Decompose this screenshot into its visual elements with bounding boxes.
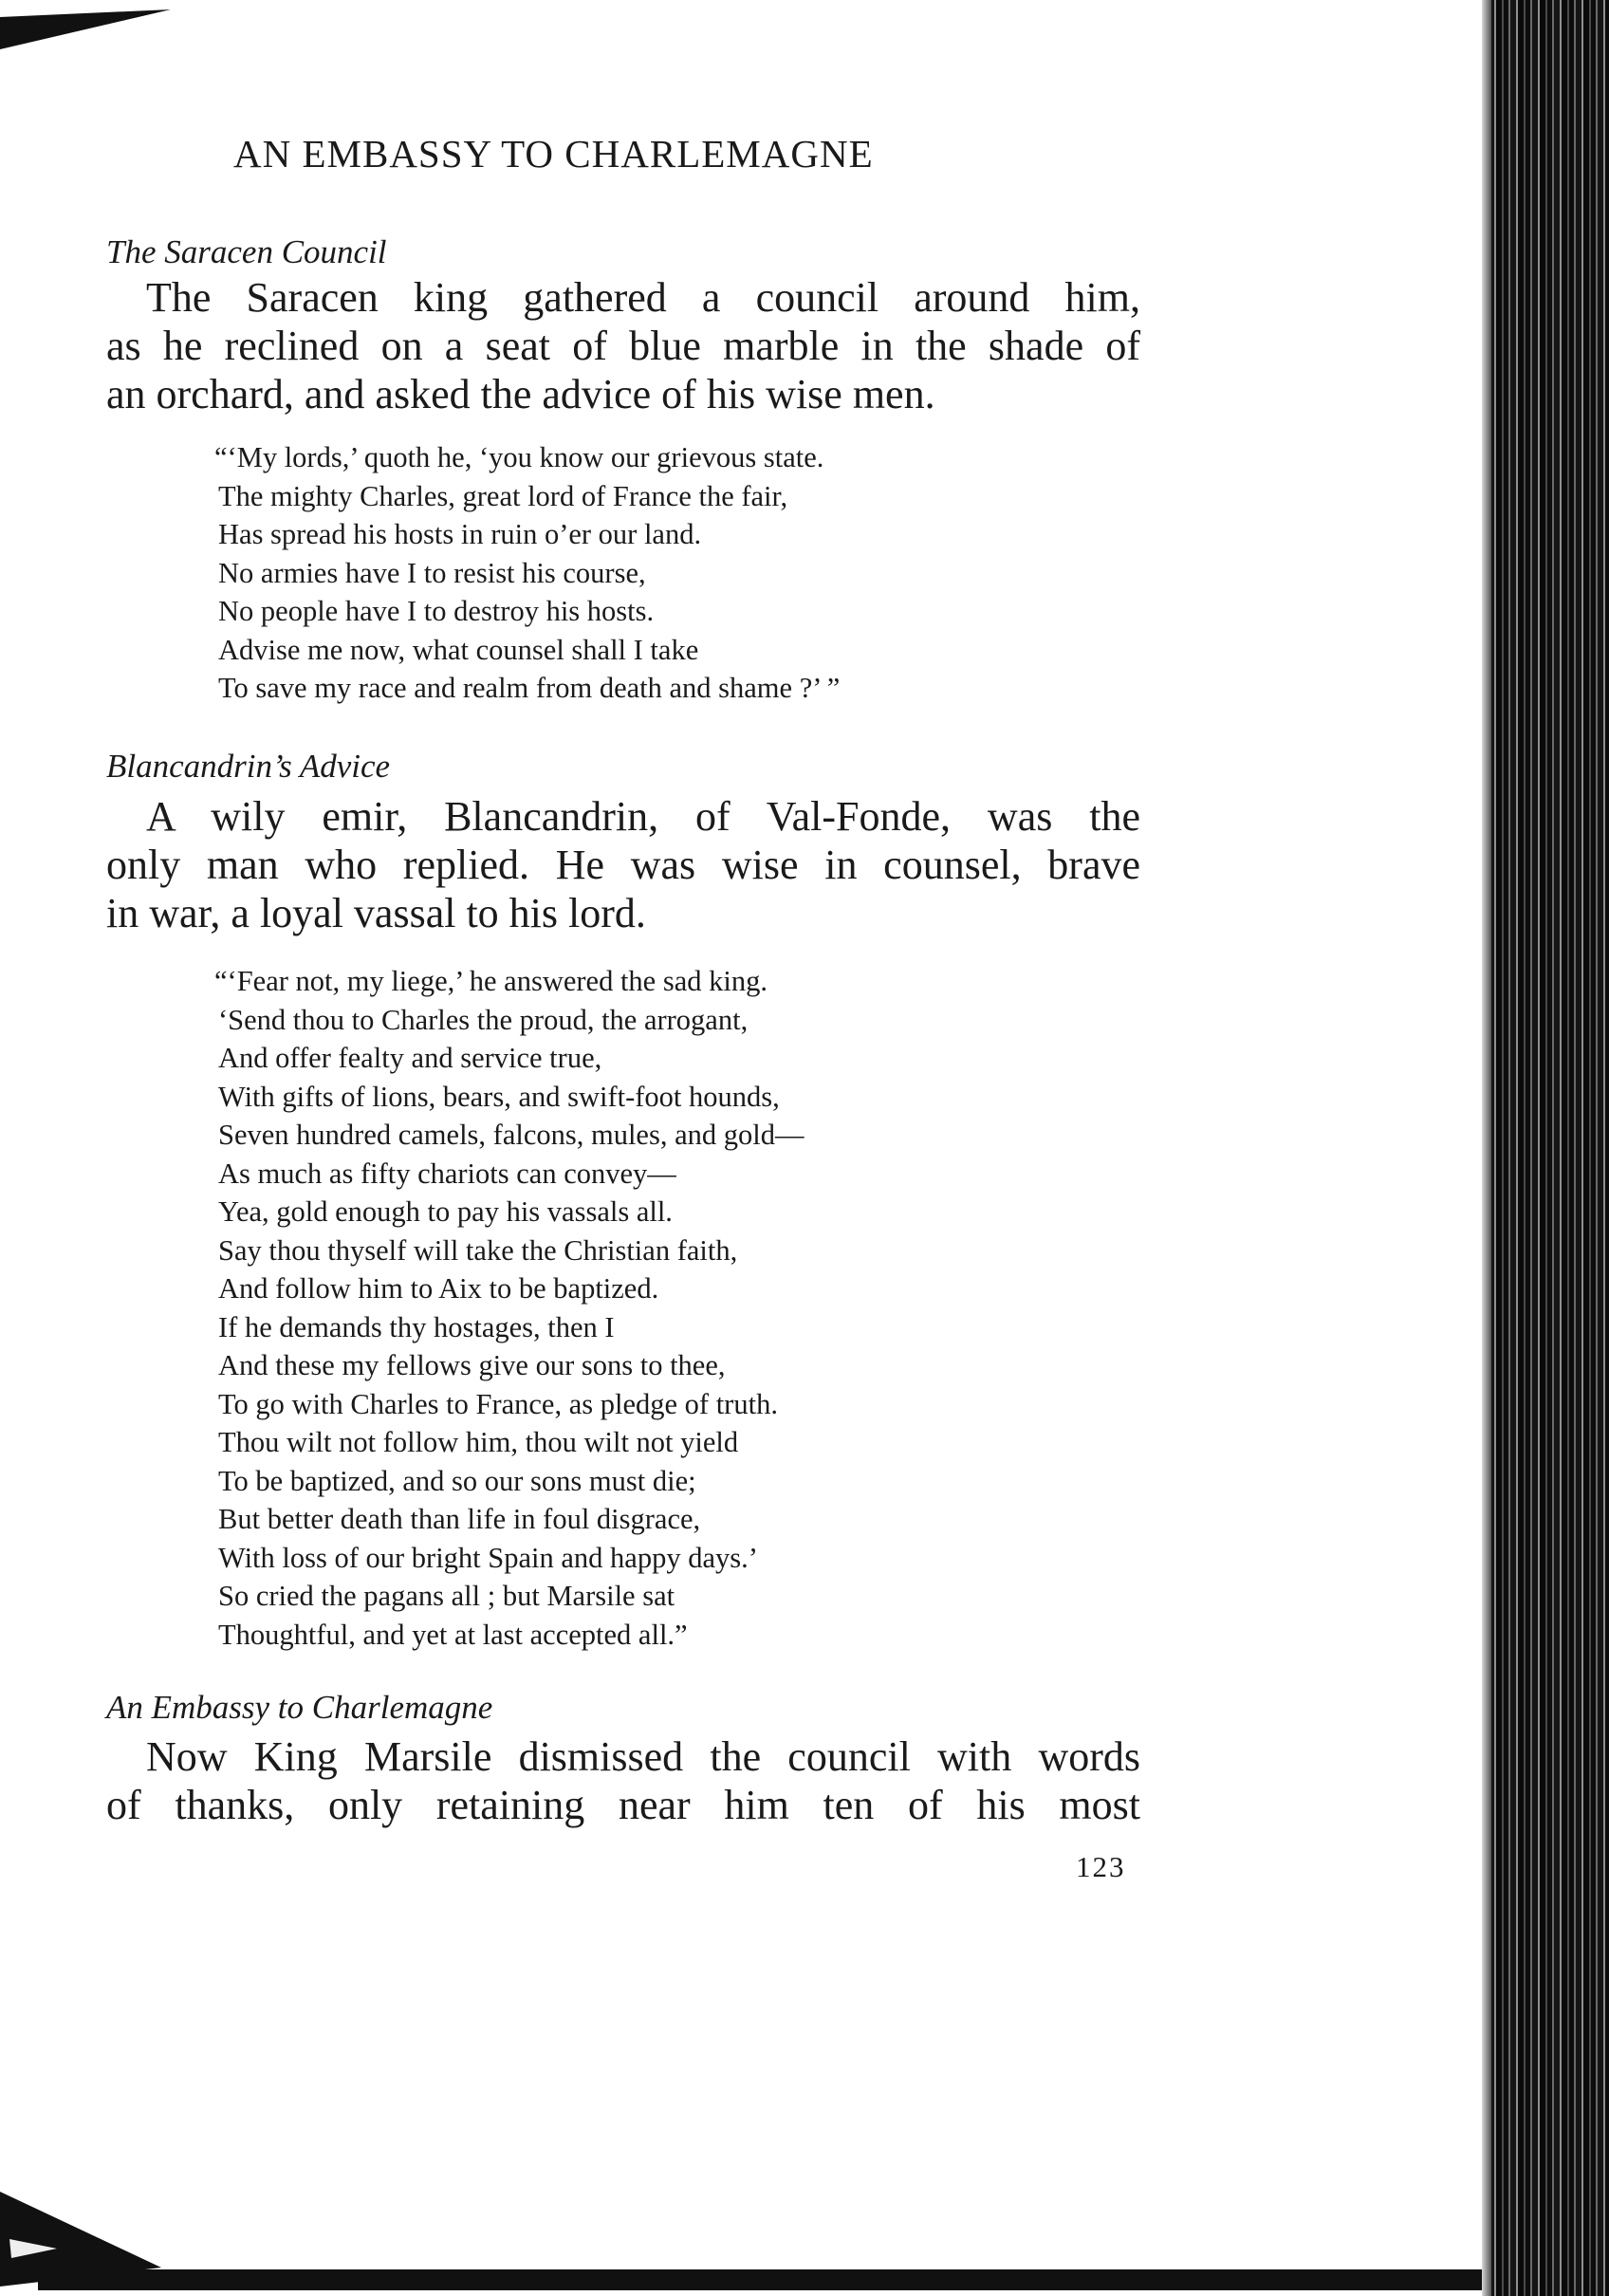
verse-line: And offer fealty and service true, xyxy=(218,1042,602,1074)
verse-line: Seven hundred camels, falcons, mules, and gold— xyxy=(218,1119,804,1151)
verse-line: No armies have I to resist his course, xyxy=(218,556,646,589)
verse-line: With gifts of lions, bears, and swift-foot hounds, xyxy=(218,1080,780,1113)
verse-line: “‘My lords,’ quoth he, ‘you know our grievous state. xyxy=(214,441,824,473)
verse-line: Say thou thyself will take the Christian faith, xyxy=(218,1233,738,1267)
verse-line: Has spread his hosts in ruin o’er our land. xyxy=(218,518,702,550)
prose-line: A wily emir, Blancandrin, of Val-Fonde, was the xyxy=(146,793,1140,840)
verse-line: To go with Charles to France, as pledge of truth. xyxy=(218,1387,778,1420)
verse-line: Advise me now, what counsel shall I take xyxy=(218,633,699,666)
prose-line: in war, a loyal vassal to his lord. xyxy=(106,890,646,936)
verse-line: The mighty Charles, great lord of France the fair, xyxy=(218,479,788,512)
verse-line: Yea, gold enough to pay his vassals all. xyxy=(218,1195,673,1228)
prose-line: as he reclined on a seat of blue marble in the shade of xyxy=(106,323,1140,369)
verse-line: No people have I to destroy his hosts. xyxy=(218,595,655,627)
prose-line: The Saracen king gathered a council around him, xyxy=(146,274,1140,321)
scan-bottom-shadow xyxy=(38,2269,1518,2290)
running-head: AN EMBASSY TO CHARLEMAGNE xyxy=(233,132,874,176)
section-prose-embassy-to-charlemagne xyxy=(106,1732,1140,1829)
verse-line: With loss of our bright Spain and happy days.’ xyxy=(218,1541,758,1574)
verse-line: As much as fifty chariots can convey— xyxy=(218,1157,676,1190)
book-page-edge xyxy=(1482,0,1609,2296)
prose-line: only man who replied. He was wise in counsel, brave xyxy=(106,842,1140,888)
verse-line: To save my race and realm from death and shame ?’ ” xyxy=(218,672,841,704)
verse-line: And follow him to Aix to be baptized. xyxy=(218,1272,659,1305)
section-prose-blancandrins-advice xyxy=(106,792,1140,937)
page-number: 123 xyxy=(1076,1850,1126,1883)
verse-line: To be baptized, and so our sons must die; xyxy=(218,1464,696,1497)
verse-line: If he demands thy hostages, then I xyxy=(218,1310,615,1343)
verse-block-blancandrins-advice xyxy=(214,962,804,1654)
section-heading-saracen-council: The Saracen Council xyxy=(106,233,387,270)
prose-line: Now King Marsile dismissed the council with words xyxy=(146,1733,1140,1780)
verse-line: Thoughtful, and yet at last accepted all.” xyxy=(218,1618,688,1651)
section-heading-blancandrins-advice: Blancandrin’s Advice xyxy=(106,748,391,785)
section-prose-saracen-council xyxy=(106,273,1140,418)
scan-corner-mark-top xyxy=(0,0,171,52)
prose-line: an orchard, and asked the advice of his wise men. xyxy=(106,371,935,417)
verse-line: ‘Send thou to Charles the proud, the arrogant, xyxy=(218,1003,749,1036)
section-heading-embassy-to-charlemagne: An Embassy to Charlemagne xyxy=(106,1689,493,1726)
prose-line: of thanks, only retaining near him ten of his most xyxy=(106,1782,1140,1828)
verse-line: “‘Fear not, my liege,’ he answered the sad king. xyxy=(214,965,768,997)
verse-line: But better death than life in foul disgrace, xyxy=(218,1503,701,1535)
verse-block-saracen-council xyxy=(214,438,840,708)
verse-line: So cried the pagans all ; but Marsile sat xyxy=(218,1580,675,1612)
verse-line: And these my fellows give our sons to thee, xyxy=(218,1349,726,1381)
verse-line: Thou wilt not follow him, thou wilt not yield xyxy=(218,1426,739,1458)
